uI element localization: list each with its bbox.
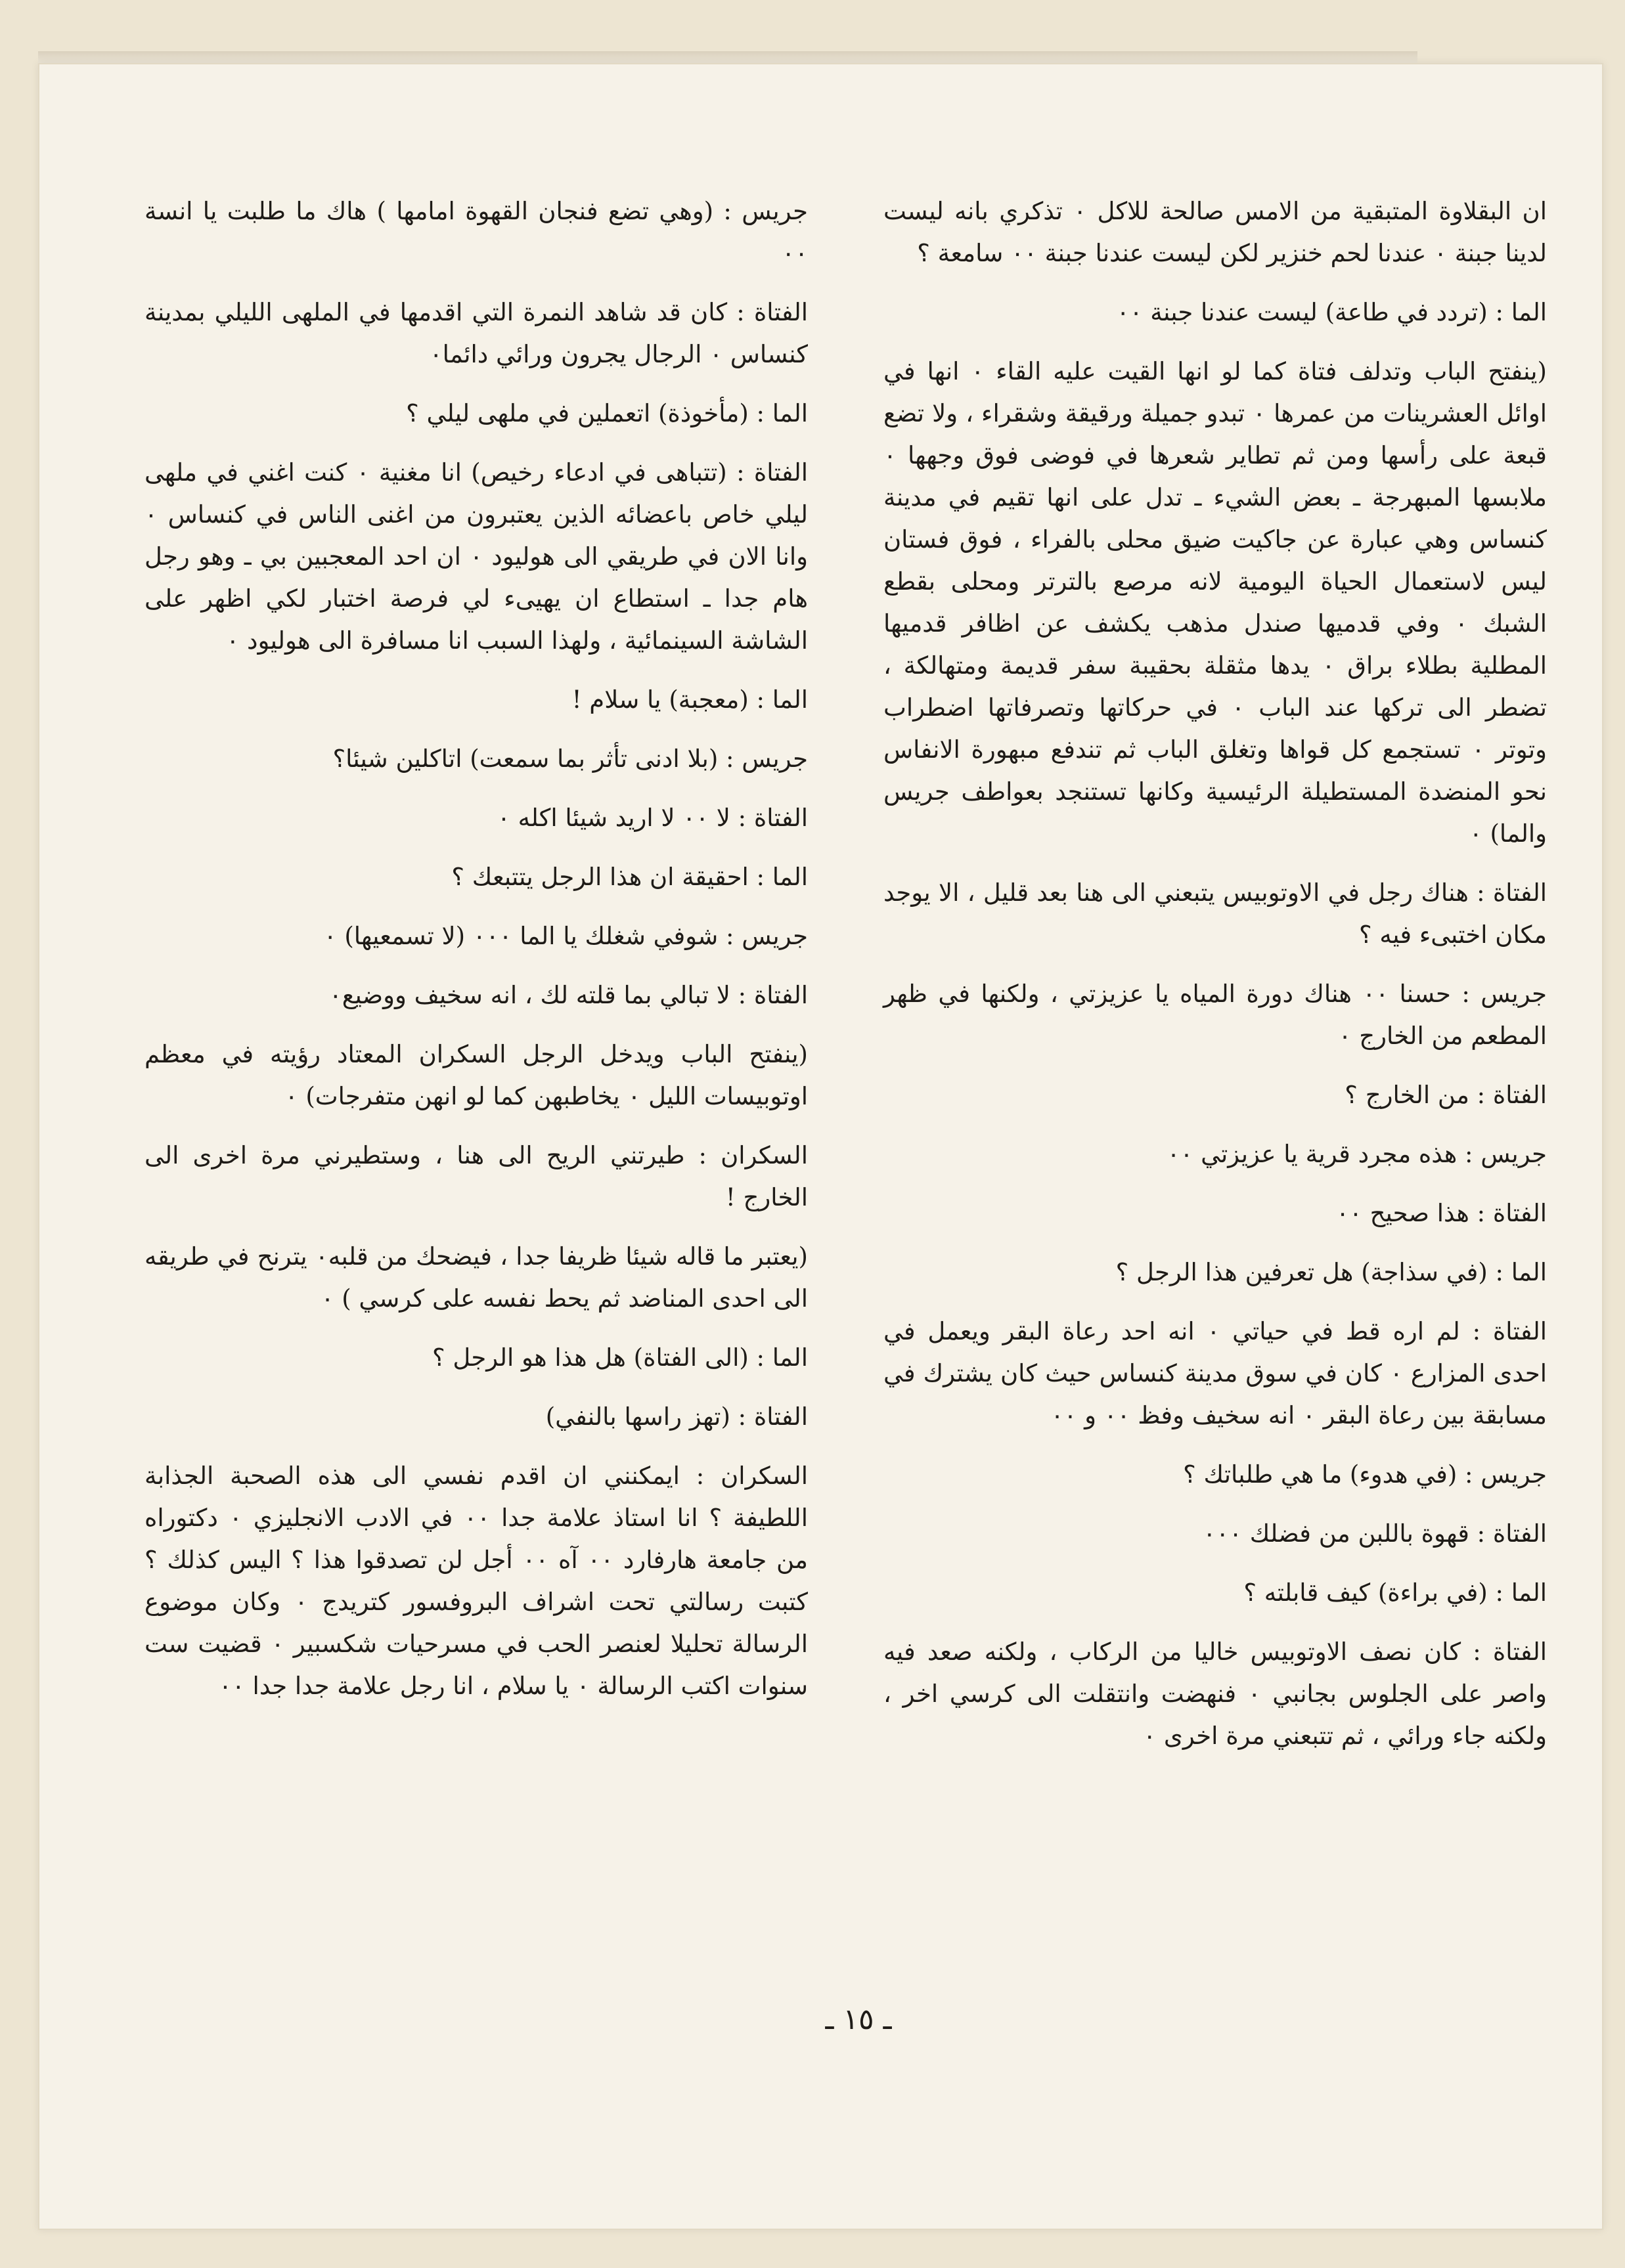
dialogue-line: السكران : ايمكنني ان اقدم نفسي الى هذه الصحبة الجذابة اللطيفة ؟ انا استاذ علامة جدا ٠٠ في الادب الانجليزي ٠ دكتوراه من جامعة هارفارد ٠٠ آه ٠٠ أجل لن تصدقوا هذا ؟ اليس كذلك ؟ كتبت رسالتي تحت اشراف البروفسور كتريدج ٠ وكان موضوع الرسالة تحليلا لعنصر الحب في مسرحيات شكسبير ٠ قضيت ست سنوات اكتب الرسالة ٠ يا سلام ، انا رجل علامة جدا جدا ٠٠ [145, 1462, 808, 1700]
dialogue-line: الفتاة : قهوة باللبن من فضلك ٠٠٠ [1203, 1519, 1547, 1548]
dialogue-line: الفتاة : من الخارج ؟ [1345, 1081, 1547, 1109]
right-text-column [883, 190, 1547, 1774]
paragraph: ان البقلاوة المتبقية من الامس صالحة للاكل ٠ تذكري بانه ليست لدينا جبنة ٠ عندنا لحم خنزير لكن ليست عندنا جبنة ٠٠ سامعة ؟ [883, 197, 1547, 267]
dialogue-line: الما : احقيقة ان هذا الرجل يتتبعك ؟ [451, 863, 808, 891]
dialogue-line: الما : (معجبة) يا سلام ! [571, 686, 808, 714]
dialogue-line: جريس : (وهي تضع فنجان القهوة امامها ) هاك ما طلبت يا انسة ٠٠ [145, 197, 808, 267]
stage-direction: (ينفتح الباب وتدلف فتاة كما لو انها القيت عليه القاء ٠ انها في اوائل العشرينات من عمرها ٠ تبدو جميلة ورقيقة وشقراء ، ولا تضع قبعة على رأسها ومن ثم تطاير شعرها في فوضى فوق وجهها ٠ ملابسها المبهرجة ـ بعض الشيء ـ تدل على انها تقيم في مدينة كنساس وهي عبارة عن جاكيت ضيق محلى بالفراء ، فوق فستان ليس لاستعمال الحياة اليومية لانه مرصع بالترتر ومحلى بقطع الشبك ٠ وفي قدميها صندل مذهب يكشف عن اظافر قدميها المطلية بطلاء براق ٠ يدها مثقلة بحقيبة سفر قديمة ومتهالكة ، تضطر الى تركها عند الباب ٠ في حركاتها وتصرفاتها اضطراب وتوتر ٠ تستجمع كل قواها وتغلق الباب ثم تندفع مبهورة الانفاس نحو المنضدة المستطيلة الرئيسية وكانها تستنجد بعواطف جريس والما) ٠ [883, 357, 1547, 848]
dialogue-line: الما : (في سذاجة) هل تعرفين هذا الرجل ؟ [1115, 1258, 1547, 1286]
stage-direction: (ينفتح الباب ويدخل الرجل السكران المعتاد رؤيته في معظم اوتوبيسات الليل ٠ يخاطبهن كما لو انهن متفرجات) ٠ [145, 1040, 808, 1110]
dialogue-line: الفتاة : كان نصف الاوتوبيس خاليا من الركاب ، ولكنه صعد فيه واصر على الجلوس بجانبي ٠ فنهضت وانتقلت الى كرسي اخر ، ولكنه جاء ورائي ، ثم تتبعني مرة اخرى ٠ [883, 1638, 1547, 1750]
dialogue-line: الما : (تردد في طاعة) ليست عندنا جبنة ٠٠ [1116, 298, 1547, 326]
dialogue-line: جريس : هذه مجرد قرية يا عزيزتي ٠٠ [1167, 1140, 1547, 1168]
stage-direction: (يعتبر ما قاله شيئا ظريفا جدا ، فيضحك من قلبه٠ يترنح في طريقه الى احدى المناضد ثم يحط نفسه على كرسي ) ٠ [145, 1242, 808, 1313]
dialogue-line: الفتاة : (تهز راسها بالنفي) [545, 1403, 808, 1431]
dialogue-line: الفتاة : هذا صحيح ٠٠ [1336, 1199, 1547, 1227]
dialogue-line: الفتاة : (تتباهى في ادعاء رخيص) انا مغنية ٠ كنت اغني في ملهى ليلي خاص باعضائه الذين يعتبرون من اغنى الناس في كنساس ٠ وانا الان في طريقي الى هوليود ٠ ان احد المعجبين بي ـ وهو رجل هام جدا ـ استطاع ان يهيىء لي فرصة اختبار لكي اظهر على الشاشة السينمائية ، ولهذا السبب انا مسافرة الى هوليود ٠ [145, 458, 808, 655]
dialogue-line: جريس : (في هدوء) ما هي طلباتك ؟ [1183, 1460, 1547, 1489]
dialogue-line: السكران : طيرتني الريح الى هنا ، وستطيرني مرة اخرى الى الخارج ! [145, 1141, 808, 1211]
dialogue-line: جريس : حسنا ٠٠ هناك دورة المياه يا عزيزتي ، ولكنها في ظهر المطعم من الخارج ٠ [883, 980, 1547, 1050]
dialogue-line: الفتاة : لم اره قط في حياتي ٠ انه احد رعاة البقر ويعمل في احدى المزارع ٠ كان في سوق مدينة كنساس حيث كان يشترك في مسابقة بين رعاة البقر ٠ انه سخيف وفظ ٠٠ و ٠٠ [883, 1317, 1547, 1429]
dialogue-line: الما : (في براءة) كيف قابلته ؟ [1243, 1579, 1547, 1607]
dialogue-line: الفتاة : كان قد شاهد النمرة التي اقدمها في الملهى الليلي بمدينة كنساس ٠ الرجال يجرون ورائي دائما٠ [145, 298, 808, 368]
dialogue-line: الفتاة : هناك رجل في الاوتوبيس يتبعني الى هنا بعد قليل ، الا يوجد مكان اختبىء فيه ؟ [883, 879, 1547, 949]
dialogue-line: جريس : شوفي شغلك يا الما ٠٠٠ (لا تسمعيها) ٠ [323, 922, 808, 950]
dialogue-line: الفتاة : لا تبالي بما قلته لك ، انه سخيف ووضيع٠ [328, 981, 808, 1009]
dialogue-line: جريس : (بلا ادنى تأثر بما سمعت) اتاكلين شيئا؟ [332, 745, 808, 773]
dialogue-line: الفتاة : لا ٠٠ لا اريد شيئا اكله ٠ [497, 804, 808, 832]
dialogue-line: الما : (الى الفتاة) هل هذا هو الرجل ؟ [432, 1343, 808, 1372]
left-text-column [145, 190, 808, 1724]
dialogue-line: الما : (مأخوذة) اتعملين في ملهى ليلي ؟ [406, 399, 808, 427]
page-number: ـ ١٥ ـ [825, 2003, 892, 2036]
